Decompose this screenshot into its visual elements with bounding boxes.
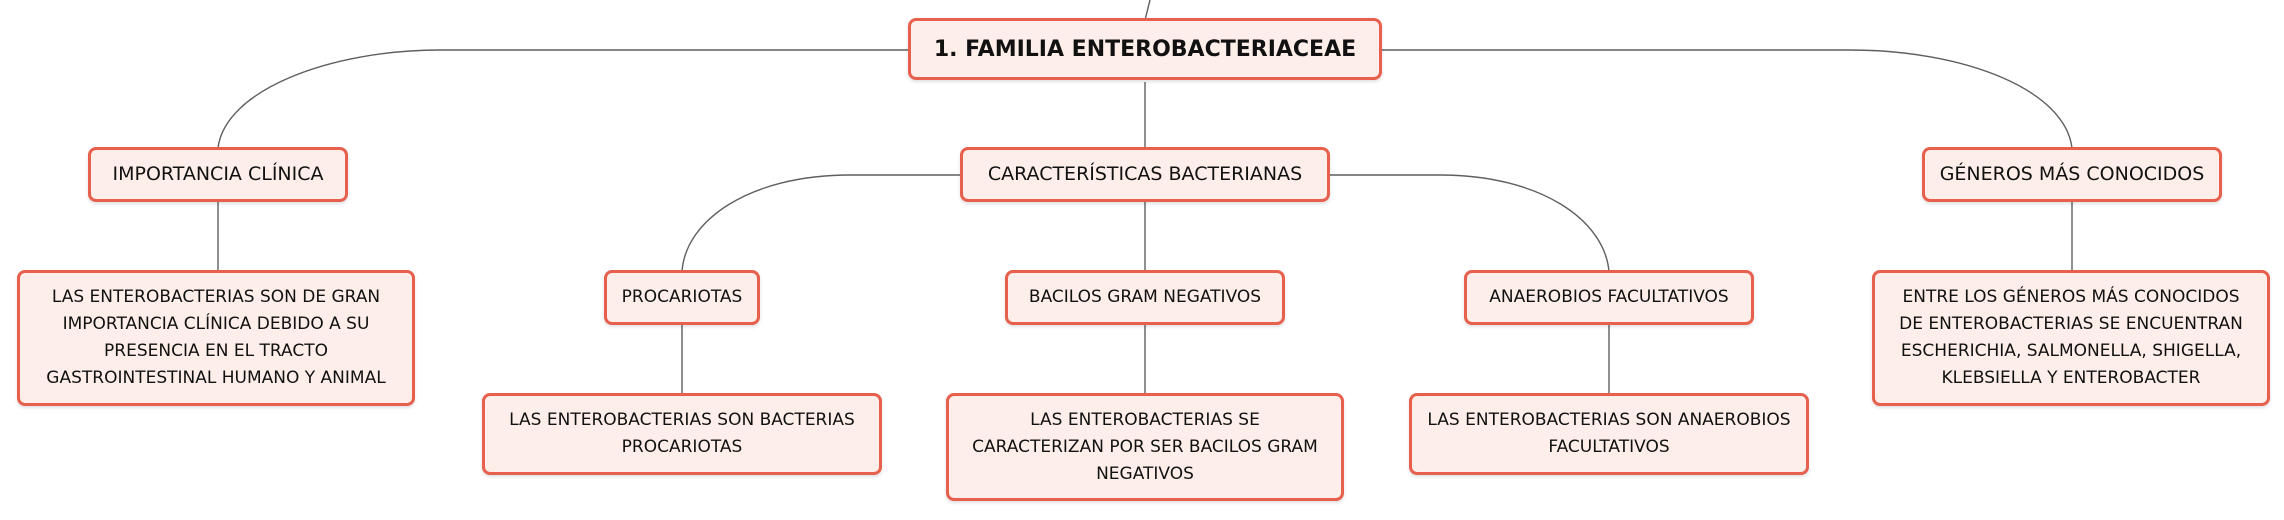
root-topic[interactable]: 1. FAMILIA ENTEROBACTERIACEAE bbox=[908, 18, 1382, 80]
subtopic-anaerobios-facultativos[interactable]: ANAEROBIOS FACULTATIVOS bbox=[1464, 270, 1754, 325]
topic-generos-mas-conocidos[interactable]: GÉNEROS MÁS CONOCIDOS bbox=[1922, 147, 2222, 202]
detail-importancia-clinica[interactable]: LAS ENTEROBACTERIAS SON DE GRAN IMPORTANCIA CLÍNICA DEBIDO A SU PRESENCIA EN EL TRACTO GASTROINTESTINAL HUMANO Y ANIMAL bbox=[17, 270, 415, 406]
connector-parent-root bbox=[1145, 0, 1150, 20]
topic-caracteristicas-bacterianas[interactable]: CARACTERÍSTICAS BACTERIANAS bbox=[960, 147, 1330, 202]
subtopic-bacilos-gram-negativos[interactable]: BACILOS GRAM NEGATIVOS bbox=[1005, 270, 1285, 325]
subtopic-procariotas[interactable]: PROCARIOTAS bbox=[604, 270, 760, 325]
detail-bacilos-gram-negativos[interactable]: LAS ENTEROBACTERIAS SE CARACTERIZAN POR SER BACILOS GRAM NEGATIVOS bbox=[946, 393, 1344, 501]
topic-importancia-clinica[interactable]: IMPORTANCIA CLÍNICA bbox=[88, 147, 348, 202]
detail-procariotas[interactable]: LAS ENTEROBACTERIAS SON BACTERIAS PROCARIOTAS bbox=[482, 393, 882, 475]
connector-caract-anaerobios bbox=[1330, 175, 1609, 272]
connector-root-importancia bbox=[218, 50, 908, 148]
detail-generos-mas-conocidos[interactable]: ENTRE LOS GÉNEROS MÁS CONOCIDOS DE ENTEROBACTERIAS SE ENCUENTRAN ESCHERICHIA, SALMONELLA, SHIGELLA, KLEBSIELLA Y ENTEROBACTER bbox=[1872, 270, 2270, 406]
detail-anaerobios-facultativos[interactable]: LAS ENTEROBACTERIAS SON ANAEROBIOS FACULTATIVOS bbox=[1409, 393, 1809, 475]
connector-root-generos bbox=[1382, 50, 2072, 148]
connector-caract-procariotas bbox=[682, 175, 960, 272]
